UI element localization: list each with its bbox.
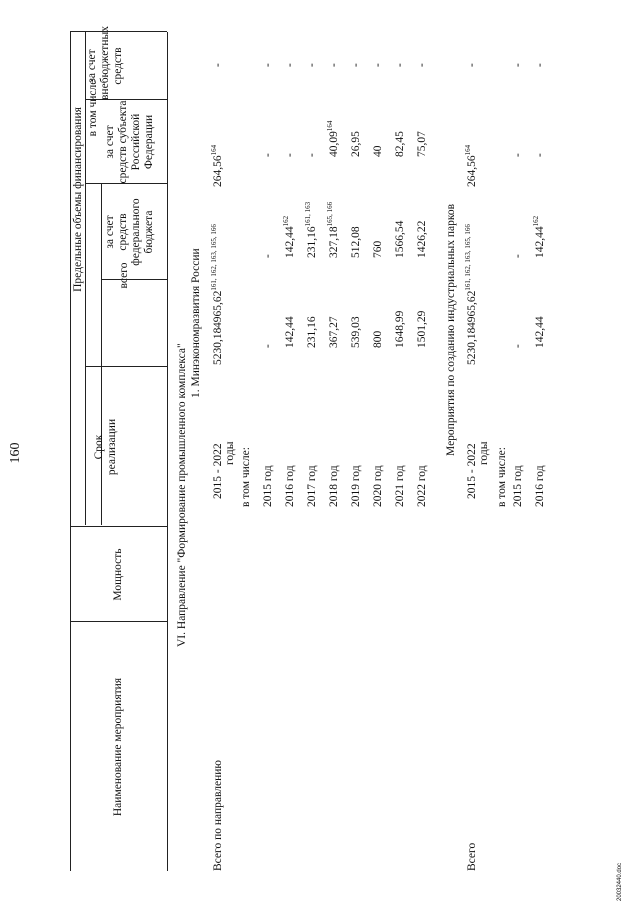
row-total: 1648,99 <box>394 310 406 348</box>
row-total: - <box>512 344 524 348</box>
row-extra: - <box>394 63 406 67</box>
row-regional: - <box>284 153 296 157</box>
row-total: - <box>262 344 274 348</box>
row-total: 800 <box>372 330 384 348</box>
group1-term-years: годы <box>224 441 236 465</box>
row-regional: - <box>306 153 318 157</box>
row-total: 142,44 <box>534 316 546 348</box>
row-federal: 760 <box>372 240 384 258</box>
footer-doc-name: 20032440.doc <box>617 862 623 901</box>
row-year: 2018 год <box>328 465 340 507</box>
group2-federal: 4965,62$^{161, 162, 163, 165, 166}$ <box>464 224 478 328</box>
row-extra: - <box>306 63 318 67</box>
group1-regional: 264,56$^{164}$ <box>210 144 224 187</box>
row-federal: - <box>512 254 524 258</box>
group2-including: в том числе: <box>496 447 508 507</box>
group2-regional: 264,56$^{164}$ <box>464 144 478 187</box>
group2-term-years: годы <box>478 441 490 465</box>
header-extrabudget: за счет внебюджетных средств <box>86 26 124 100</box>
row-extra: - <box>534 63 546 67</box>
row-federal: 142,44$^{162}$ <box>532 215 546 258</box>
row-regional: 40 <box>372 145 384 157</box>
funding-rule <box>85 32 86 525</box>
header-capacity: Мощность <box>112 548 124 601</box>
row-extra: - <box>416 63 428 67</box>
row-extra: - <box>350 63 362 67</box>
row-extra: - <box>262 63 274 67</box>
row-year: 2020 год <box>372 465 384 507</box>
row-year: 2017 год <box>306 465 318 507</box>
row-total: 539,03 <box>350 316 362 348</box>
parks-title: Мероприятия по созданию индустриальных парков <box>445 203 457 456</box>
group1-federal: 4965,62$^{161, 162, 163, 165, 166}$ <box>210 224 224 328</box>
header-total: всего <box>118 262 130 289</box>
row-total: 1501,29 <box>416 310 428 348</box>
row-regional: 40,09$^{164}$ <box>326 120 340 157</box>
row-year: 2019 год <box>350 465 362 507</box>
row-year: 2015 год <box>512 465 524 507</box>
row-regional: 82,45 <box>394 131 406 157</box>
subsection-title: 1. Минэкономразвития России <box>190 248 202 398</box>
row-regional: 26,95 <box>350 131 362 157</box>
row-federal: 1566,54 <box>394 220 406 258</box>
row-year: 2016 год <box>284 465 296 507</box>
header-term: Срок реализации <box>93 418 118 476</box>
row-year: 2015 год <box>262 465 274 507</box>
header-bottom-rule <box>167 32 168 871</box>
row-year: 2021 год <box>394 465 406 507</box>
row-extra: - <box>372 63 384 67</box>
page-number: 160 <box>8 442 23 464</box>
group1-label: Всего по направлению <box>212 760 224 871</box>
row-total: 231,16 <box>306 316 318 348</box>
row-regional: - <box>262 153 274 157</box>
row-regional: - <box>534 153 546 157</box>
header-including: в том числе <box>87 79 99 137</box>
row-extra: - <box>284 63 296 67</box>
group2-term: 2015 - 2022 <box>466 443 478 499</box>
header-name: Наименование мероприятия <box>112 677 124 817</box>
row-federal: 142,44$^{162}$ <box>282 215 296 258</box>
group2-total: 5230,18 <box>466 327 478 365</box>
group1-extra: - <box>212 63 224 67</box>
row-year: 2022 год <box>416 465 428 507</box>
row-extra: - <box>512 63 524 67</box>
group1-total: 5230,18 <box>212 327 224 365</box>
row-federal: 231,16$^{161, 163}$ <box>304 201 318 258</box>
header-top-rule <box>70 32 71 871</box>
group2-label: Всего <box>466 842 478 871</box>
row-federal: 512,08 <box>350 226 362 258</box>
row-extra: - <box>328 63 340 67</box>
row-regional: - <box>512 153 524 157</box>
row-federal: 1426,22 <box>416 220 428 258</box>
header-federal: за счет средств федерального бюджета <box>104 198 155 266</box>
row-total: 367,27 <box>328 316 340 348</box>
group1-term: 2015 - 2022 <box>212 443 224 499</box>
row-federal: - <box>262 254 274 258</box>
row-federal: 327,18$^{165, 166}$ <box>326 201 340 258</box>
group2-extra: - <box>466 63 478 67</box>
row-total: 142,44 <box>284 316 296 348</box>
row-year: 2016 год <box>534 465 546 507</box>
row-regional: 75,07 <box>416 131 428 157</box>
group1-including: в том числе: <box>240 447 252 507</box>
header-regional: за счет средств субъекта Российской Федерации <box>104 100 155 184</box>
header-funding: Предельные объемы финансирования <box>72 107 84 292</box>
section-title: VI. Направление "Формирование промышленного комплекса" <box>176 343 188 647</box>
